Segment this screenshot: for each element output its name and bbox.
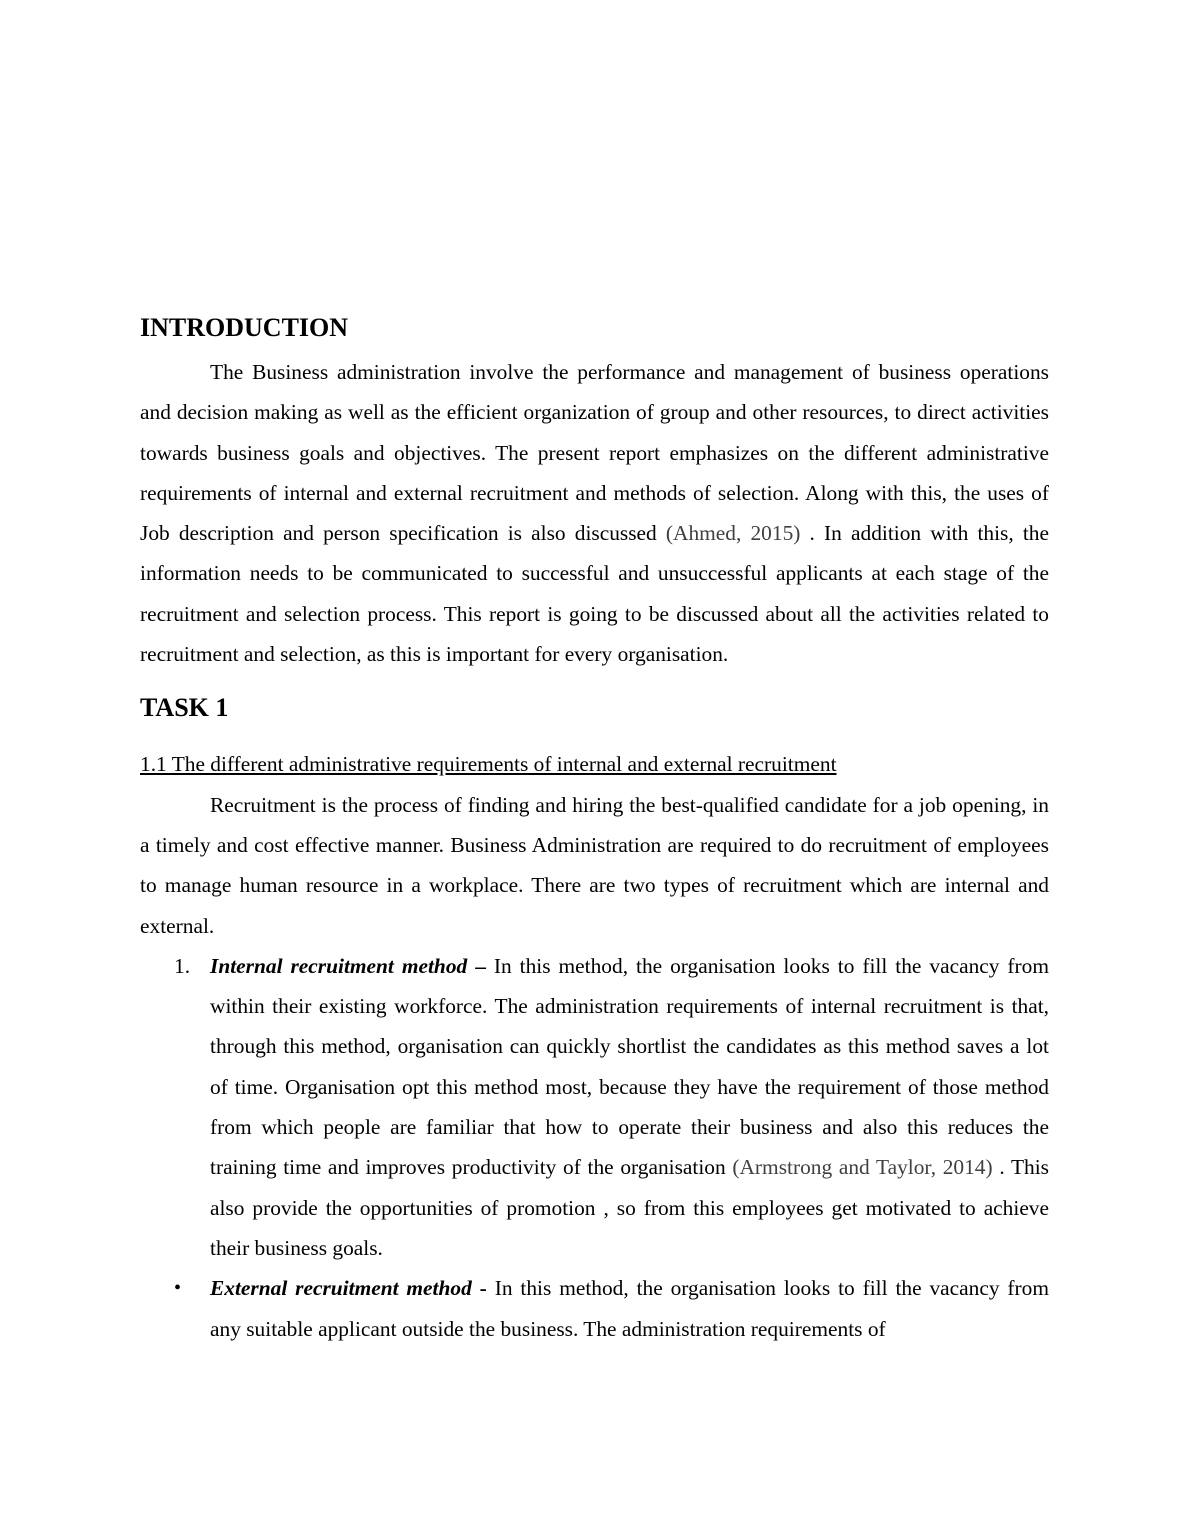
citation-armstrong-taylor: (Armstrong and Taylor, 2014) [732, 1155, 993, 1180]
task1-heading: TASK 1 [140, 693, 229, 723]
internal-method-separator: – [467, 953, 486, 978]
intro-text-part2: . In addition with this, the information needs to be communicated to successful and unsuccessful applicants at each stage of the recruitment and selection process. This report is going to be discussed about all the activities related to recruitment and selection, as this is important for every organisation. [140, 521, 1049, 667]
external-text-part1: In this method, the organisation looks to fill the vacancy from any suitable applicant outside the business. The administration requirements of [210, 1276, 1049, 1341]
document-page [140, 308, 1049, 1349]
internal-method-title: Internal recruitment method [210, 953, 468, 978]
list-item-external [140, 1268, 1049, 1349]
intro-text-part1: The Business administration involve the performance and management of business operations and decision making as well as the efficient organization of group and other resources, to direct activities towards business goals and objectives. The present report emphasizes on the different administrative requirements of internal and external recruitment and methods of selection. Along with this, the uses of Job description and person specification is also discussed [140, 360, 1049, 546]
introduction-heading: INTRODUCTION [140, 313, 349, 342]
bullet-icon: • [174, 1277, 182, 1300]
citation-ahmed: (Ahmed, 2015) [665, 521, 801, 546]
introduction-paragraph [140, 352, 1049, 674]
internal-text-part1: In this method, the organisation looks to fill the vacancy from within their existing workforce. The administration requirements of internal recruitment is that, through this method, organisation can quickly shortlist the candidates as this method saves a lot of time. Organisation opt this method most, because they have the requirement of those method from which people are familiar that how to operate their business and also this reduces the training time and improves productivity of the organisation [210, 953, 1050, 1180]
external-method-separator: - [471, 1276, 487, 1301]
external-method-title: External recruitment method [210, 1276, 472, 1301]
internal-text-part2: . This also provide the opportunities of promotion , so from this employees get motivated to achieve their business goals. [210, 1155, 1049, 1260]
list-number-marker: 1. [174, 953, 191, 978]
section-1-1-title: 1.1 The different administrative requirements of internal and external recruitment [140, 752, 837, 777]
list-item-internal [140, 946, 1049, 1268]
recruitment-paragraph: Recruitment is the process of finding and hiring the best-qualified candidate for a job opening, in a timely and cost effective manner. Business Administration are required to do recruitment of employees to manage human resource in a workplace. There are two types of recruitment which are internal and external. [140, 792, 1049, 938]
